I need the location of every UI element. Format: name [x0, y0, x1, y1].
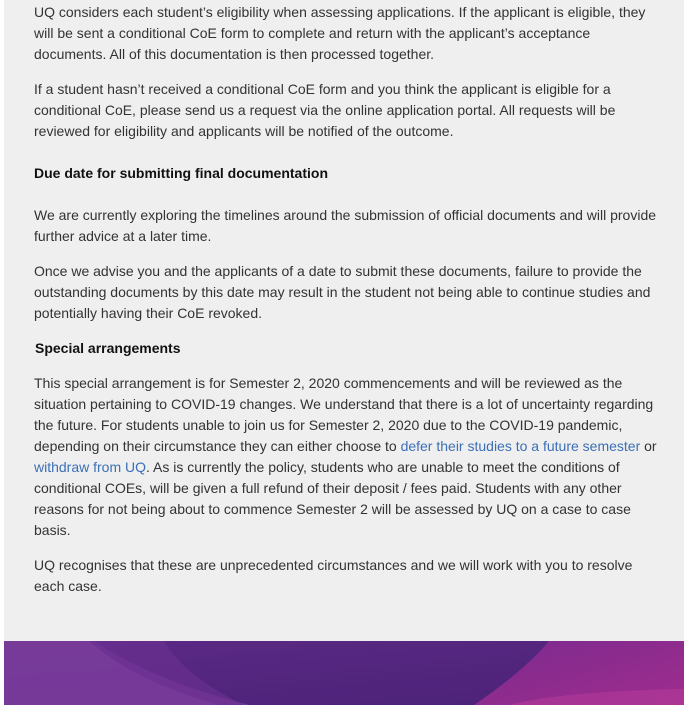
paragraph-special-arrangement [34, 373, 659, 541]
text-segment: . As is currently the policy, students who are unable to meet the conditions of conditional COEs, will be given a full refund of their deposit / fees paid. Students with any other reasons for not being about to commence Semester 2 will be assessed by UQ on a case to case basis. [34, 459, 631, 538]
paragraph-failure: Once we advise you and the applicants of a date to submit these documents, failure to provide the outstanding documents by this date may result in the student not being able to continue studies and potentially having their CoE revoked. [34, 263, 651, 321]
heading-due-date: Due date for submitting final documentation [34, 165, 328, 181]
footer-banner [4, 641, 684, 705]
defer-studies-link[interactable]: defer their studies to a future semester [400, 438, 641, 454]
paragraph-timelines: We are currently exploring the timelines around the submission of official documents and will provide further advice at a later time. [34, 207, 657, 244]
footer-decoration [4, 641, 684, 705]
withdraw-link[interactable]: withdraw from UQ [34, 459, 147, 475]
heading-special-arrangements: Special arrangements [35, 340, 181, 356]
text-segment: This special arrangement is for Semester 2, 2020 commencements and will be reviewed as the situation pertaining to COVID-19 changes. We understand that there is a lot of uncertainty regarding the future. For students unable to join us for Semester 2, 2020 due to the COVID-19 pandemic, depending on their circumstance they can either choose to [34, 375, 654, 454]
text-segment: or [640, 438, 657, 454]
article-body [34, 2, 659, 597]
paragraph-request: If a student hasn’t received a conditional CoE form and you think the applicant is eligible for a conditional CoE, please send us a request via the online application portal. All requests will be reviewed for eligibility and applicants will be notified of the outcome. [34, 81, 616, 139]
paragraph-unprecedented: UQ recognises that these are unprecedented circumstances and we will work with you to resolve each case. [34, 557, 633, 594]
paragraph-eligibility: UQ considers each student’s eligibility when assessing applications. If the applicant is eligible, they will be sent a conditional CoE form to complete and return with the applicant’s acceptance documents. All of this documentation is then processed together. [34, 4, 646, 62]
